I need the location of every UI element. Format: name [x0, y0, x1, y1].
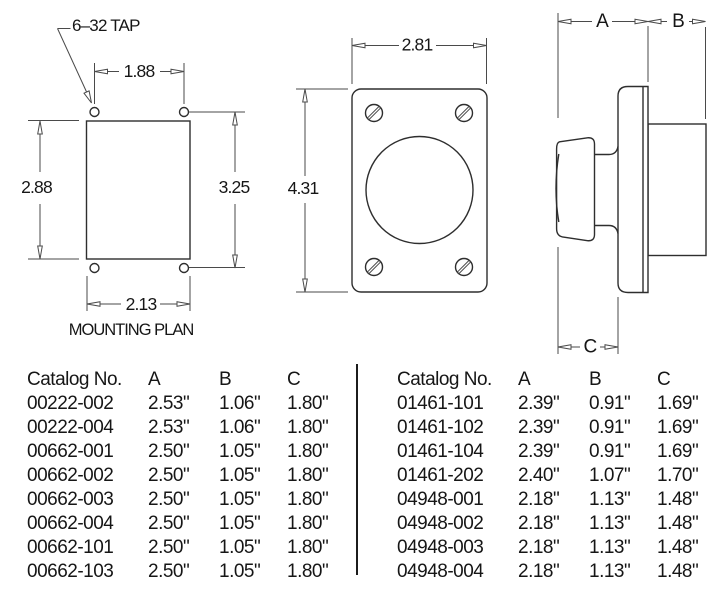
- rear-body-outline: [648, 124, 706, 256]
- cell-b: 1.13": [589, 513, 631, 534]
- cell-a: 2.18": [518, 489, 560, 510]
- dim-a: [558, 11, 648, 32]
- mounting-plan-caption: MOUNTING PLAN: [68, 321, 194, 339]
- cell-a: 2.39": [518, 393, 560, 414]
- spec-table-right: [397, 368, 719, 584]
- dim-right: [189, 112, 249, 268]
- cell-a: 2.18": [518, 513, 560, 534]
- dim-front-height: [288, 89, 348, 292]
- dim-left: [21, 121, 79, 260]
- cell-c: 1.80": [287, 465, 329, 486]
- header-b: B: [219, 369, 232, 390]
- side-view: [556, 11, 706, 358]
- cell-b: 1.05": [219, 441, 261, 462]
- table-divider: [356, 364, 358, 575]
- mounting-plan-outline: [87, 121, 191, 259]
- cell-a: 2.18": [518, 561, 560, 582]
- cell-c: 1.80": [287, 537, 329, 558]
- neck-top-line: [595, 147, 619, 155]
- front-view: [288, 35, 487, 293]
- cell-c: 1.80": [287, 513, 329, 534]
- cell-c: 1.48": [657, 561, 699, 582]
- dim-front-height-label: 4.31: [287, 178, 319, 198]
- cell-c: 1.80": [287, 489, 329, 510]
- cell-catalog: 04948-002: [397, 513, 484, 534]
- cell-b: 1.07": [589, 465, 631, 486]
- cell-catalog: 01461-101: [397, 393, 484, 414]
- cell-a: 2.50": [148, 465, 190, 486]
- cell-b: 0.91": [589, 417, 631, 438]
- header-c: C: [657, 369, 671, 390]
- cell-a: 2.50": [148, 561, 190, 582]
- cell-catalog: 04948-003: [397, 537, 484, 558]
- dim-a-label: A: [596, 11, 608, 32]
- dim-front-width: [352, 35, 487, 85]
- tap-hole-top-left: [90, 108, 99, 117]
- cell-b: 1.13": [589, 561, 631, 582]
- cell-a: 2.39": [518, 417, 560, 438]
- cell-catalog: 00662-101: [27, 537, 114, 558]
- dim-right-label: 3.25: [218, 177, 250, 197]
- header-a: A: [518, 369, 531, 390]
- receptacle-opening: [366, 137, 473, 244]
- faceplate-outline: [352, 89, 487, 292]
- cell-a: 2.40": [518, 465, 560, 486]
- cell-catalog: 01461-104: [397, 441, 484, 462]
- cell-catalog: 00662-103: [27, 561, 114, 582]
- tap-hole-bottom-right: [180, 264, 189, 273]
- dim-left-label: 2.88: [21, 177, 52, 197]
- cell-b: 1.13": [589, 537, 631, 558]
- cell-a: 2.50": [148, 489, 190, 510]
- dim-top: [95, 61, 185, 104]
- cell-c: 1.80": [287, 561, 329, 582]
- cell-catalog: 04948-004: [397, 561, 484, 582]
- cell-c: 1.70": [657, 465, 699, 486]
- cell-a: 2.39": [518, 441, 560, 462]
- dim-bottom: [87, 276, 190, 314]
- cell-a: 2.50": [148, 513, 190, 534]
- screw-icon-top-left: [366, 105, 383, 122]
- cell-b: 0.91": [589, 393, 631, 414]
- dim-top-label: 1.88: [123, 61, 155, 81]
- header-catalog: Catalog No.: [27, 369, 122, 390]
- dim-c-label: C: [583, 336, 597, 358]
- tap-leader-line: [58, 29, 92, 104]
- header-a: A: [148, 369, 161, 390]
- cell-b: 0.91": [589, 441, 631, 462]
- cell-b: 1.05": [219, 537, 261, 558]
- screw-icon-bottom-left: [366, 259, 383, 276]
- cell-catalog: 00222-002: [27, 393, 114, 414]
- cell-catalog: 04948-001: [397, 489, 484, 510]
- cell-b: 1.05": [219, 465, 261, 486]
- header-catalog: Catalog No.: [397, 369, 492, 390]
- spec-table-left: [27, 368, 349, 584]
- cell-c: 1.69": [657, 393, 699, 414]
- screw-icon-bottom-right: [456, 259, 473, 276]
- cell-c: 1.80": [287, 441, 329, 462]
- tap-hole-top-right: [180, 108, 189, 117]
- mounting-plan-view: [21, 16, 249, 339]
- screw-icon-top-right: [456, 105, 473, 122]
- tap-label: 6–32 TAP: [72, 16, 140, 35]
- cell-catalog: 00662-003: [27, 489, 114, 510]
- cell-b: 1.06": [219, 393, 261, 414]
- tap-hole-bottom-left: [90, 264, 99, 273]
- dim-b-label: B: [672, 11, 684, 32]
- cell-c: 1.48": [657, 513, 699, 534]
- cell-a: 2.53": [148, 393, 190, 414]
- dim-b: [648, 11, 706, 32]
- header-b: B: [589, 369, 602, 390]
- cell-b: 1.05": [219, 561, 261, 582]
- cell-c: 1.48": [657, 489, 699, 510]
- cell-b: 1.06": [219, 417, 261, 438]
- cell-c: 1.48": [657, 537, 699, 558]
- cell-c: 1.80": [287, 393, 329, 414]
- cell-b: 1.13": [589, 489, 631, 510]
- cell-catalog: 01461-202: [397, 465, 484, 486]
- dim-c: [558, 337, 618, 358]
- cell-catalog: 00662-004: [27, 513, 114, 534]
- plug-cap-outline: [557, 138, 595, 241]
- cell-c: 1.80": [287, 417, 329, 438]
- cell-b: 1.05": [219, 513, 261, 534]
- cell-a: 2.18": [518, 537, 560, 558]
- header-c: C: [287, 369, 301, 390]
- cell-a: 2.50": [148, 441, 190, 462]
- cell-catalog: 00222-004: [27, 417, 114, 438]
- dim-front-width-label: 2.81: [401, 34, 433, 55]
- cell-catalog: 00662-001: [27, 441, 114, 462]
- neck-bottom-line: [595, 226, 619, 234]
- dim-bottom-label: 2.13: [125, 294, 157, 314]
- cell-a: 2.53": [148, 417, 190, 438]
- cell-b: 1.05": [219, 489, 261, 510]
- cell-c: 1.69": [657, 441, 699, 462]
- cell-a: 2.50": [148, 537, 190, 558]
- cell-c: 1.69": [657, 417, 699, 438]
- cell-catalog: 01461-102: [397, 417, 484, 438]
- cell-catalog: 00662-002: [27, 465, 114, 486]
